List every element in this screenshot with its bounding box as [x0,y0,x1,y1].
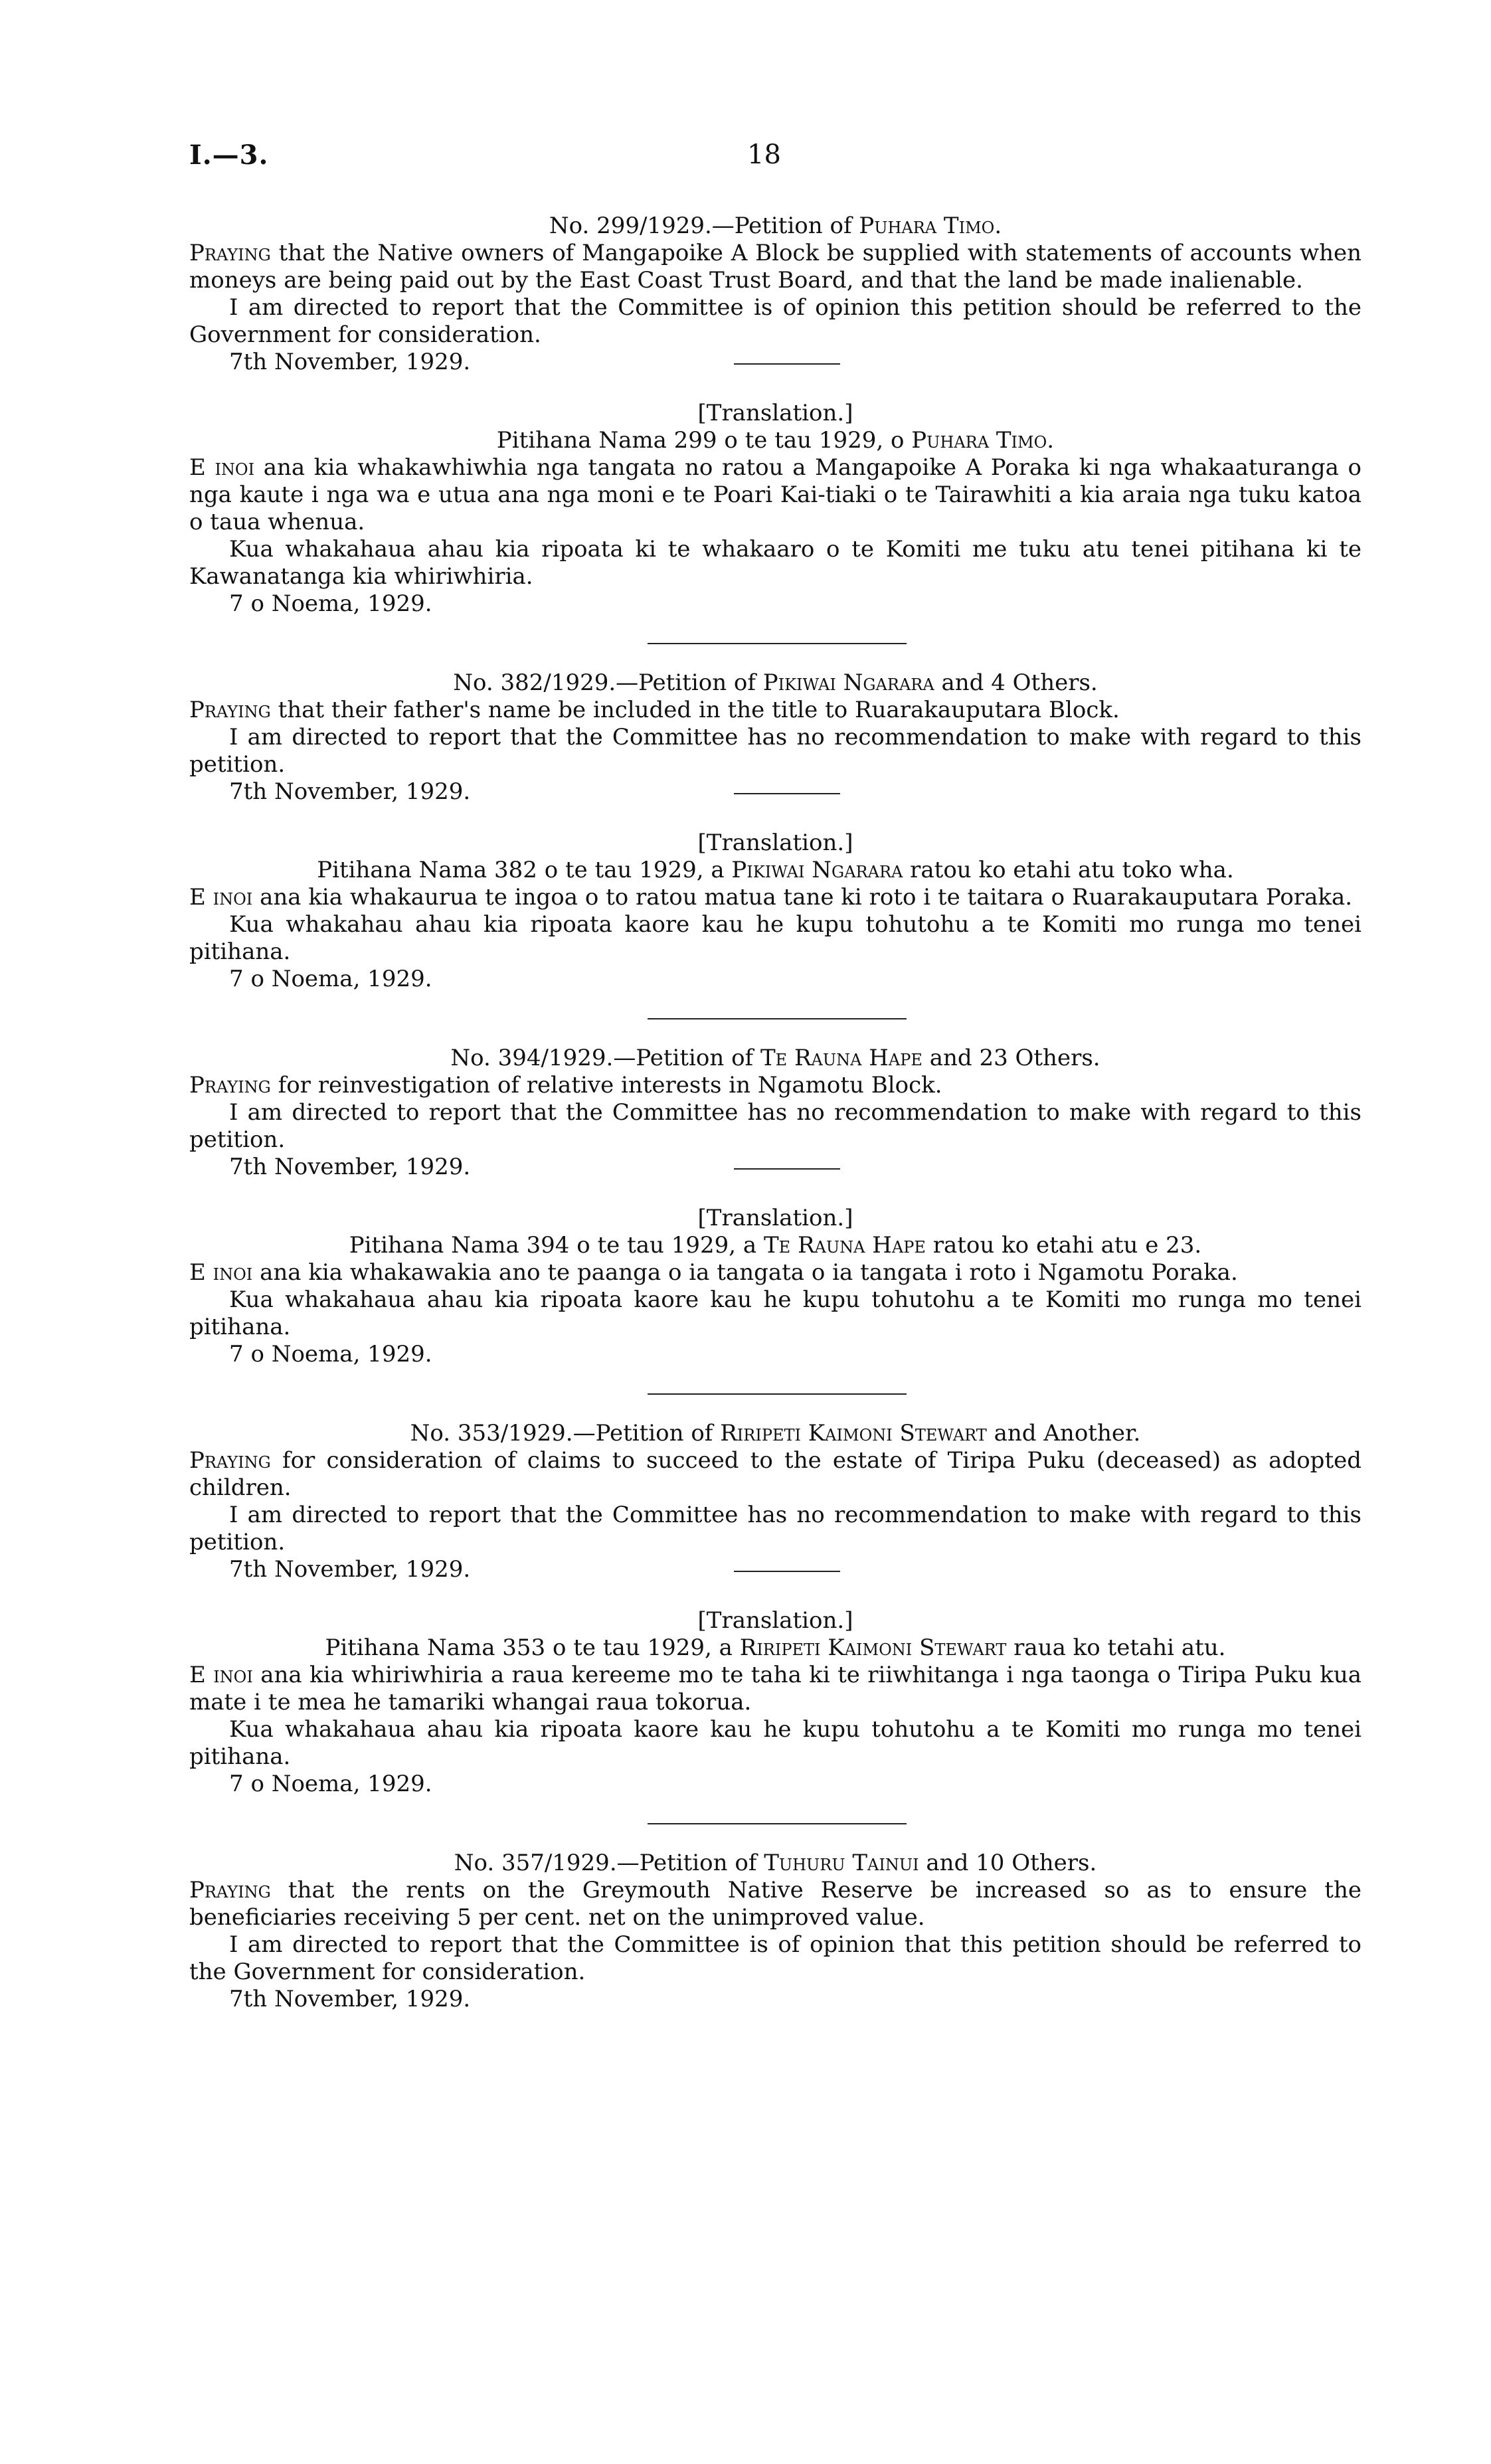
praying-text: for reinvestigation of relative interests in Ngamotu Block. [270,1072,942,1099]
praying-paragraph [189,240,1361,294]
trans-petitioner-names: Te Rauna Hape [763,1232,926,1259]
praying-text: for consideration of claims to succeed to the estate of Tiripa Puku (deceased) as adopted children. [189,1447,1361,1501]
inoi-lead: E inoi [189,884,253,911]
translation-heading [189,857,1361,884]
praying-text: that the rents on the Greymouth Native Reserve be increased so as to ensure the beneficiaries receiving 5 per cent. net on the unimproved value. [189,1877,1361,1931]
praying-paragraph [189,1877,1361,1931]
section-divider [648,1018,907,1019]
petition-heading [189,1420,1361,1447]
short-divider [734,793,840,794]
section-divider [648,1823,907,1824]
heading-suffix: and 23 Others. [922,1045,1100,1071]
translation-heading [189,1634,1361,1662]
praying-text: that their father's name be included in the title to Ruarakauputara Block. [270,697,1120,723]
heading-prefix: No. 394/1929.—Petition of [450,1045,760,1071]
report-date: 7th November, 1929. [229,1154,471,1180]
heading-suffix: and Another. [986,1420,1141,1447]
petitioner-names: Puhara Timo [859,213,995,239]
heading-suffix: and 10 Others. [919,1850,1097,1876]
report-date: 7th November, 1929. [229,1986,471,2012]
petitioner-names: Pikiwai Ngarara [762,669,934,696]
petition-382 [189,669,1361,1045]
petition-heading [189,1850,1361,1877]
committee-report: I am directed to report that the Committee has no recommendation to make with regard to this petition. [189,1099,1361,1153]
short-divider [734,363,840,365]
date-line [189,1986,1361,2013]
petition-heading [189,669,1361,697]
praying-lead: Praying [189,697,271,723]
page-header [189,139,1361,179]
heading-prefix: No. 353/1929.—Petition of [410,1420,721,1447]
date-line [189,1154,1361,1181]
petition-heading [189,1045,1361,1072]
trans-petitioner-names: Pikiwai Ngarara [731,857,903,883]
translated-date: 7 o Noema, 1929. [229,1771,432,1797]
heading-suffix: and 4 Others. [934,669,1098,696]
heading-prefix: No. 357/1929.—Petition of [454,1850,764,1876]
translation-label: [Translation.] [697,400,853,426]
report-date: 7th November, 1929. [229,778,471,805]
praying-text: that the Native owners of Mangapoike A Block be supplied with statements of accounts when moneys are being paid out by the East Coast Trust Board, and that the land be made inalienable. [189,240,1361,294]
translation-heading [189,1232,1361,1259]
trans-heading-suffix: raua ko tetahi atu. [1006,1634,1226,1661]
short-divider [734,1571,840,1572]
petition-heading [189,213,1361,240]
trans-heading-suffix: ratou ko etahi atu toko wha. [903,857,1234,883]
date-line [189,349,1361,376]
short-divider [734,1168,840,1170]
committee-report: I am directed to report that the Committee has no recommendation to make with regard to this petition. [189,1502,1361,1555]
petition-394 [189,1045,1361,1420]
date-line [189,1556,1361,1583]
translated-report: Kua whakahaua ahau kia ripoata kaore kau he kupu tohutohu a te Komiti mo runga mo tenei pitihana. [189,1716,1361,1770]
paper-reference: I.—3. [189,139,269,171]
trans-heading-prefix: Pitihana Nama 394 o te tau 1929, a [349,1232,764,1259]
praying-lead: Praying [189,1877,271,1903]
section-divider [648,1393,907,1395]
inoi-paragraph [189,454,1361,536]
translated-report: Kua whakahaua ahau kia ripoata ki te whakaaro o te Komiti me tuku atu tenei pitihana ki te Kawanatanga kia whiriwhiria. [189,536,1361,590]
date-line [189,778,1361,806]
trans-heading-prefix: Pitihana Nama 353 o te tau 1929, a [325,1634,740,1661]
trans-heading-suffix: ratou ko etahi atu e 23. [925,1232,1202,1259]
trans-heading-prefix: Pitihana Nama 299 o te tau 1929, o [496,427,912,454]
translation-label: [Translation.] [697,830,853,856]
inoi-lead: E inoi [189,454,255,481]
petitioner-names: Riripeti Kaimoni Stewart [720,1420,987,1447]
trans-petitioner-names: Puhara Timo [911,427,1047,454]
section-divider [648,643,907,644]
translated-report: Kua whakahaua ahau kia ripoata kaore kau he kupu tohutohu a te Komiti mo runga mo tenei pitihana. [189,1286,1361,1340]
inoi-paragraph [189,1259,1361,1286]
praying-paragraph [189,1072,1361,1099]
inoi-text: ana kia whakaurua te ingoa o to ratou matua tane ki roto i te taitara o Ruarakauputara Poraka. [252,884,1353,911]
translated-date: 7 o Noema, 1929. [229,966,432,992]
inoi-paragraph [189,1662,1361,1716]
inoi-paragraph [189,884,1361,911]
inoi-text: ana kia whakawakia ano te paanga o ia tangata o ia tangata i roto i Ngamotu Poraka. [252,1259,1238,1286]
translation-label: [Translation.] [697,1607,853,1634]
translated-date: 7 o Noema, 1929. [229,590,432,617]
translated-date: 7 o Noema, 1929. [229,1341,432,1367]
translated-report: Kua whakahau ahau kia ripoata kaore kau he kupu tohutohu a te Komiti mo runga mo tenei pitihana. [189,911,1361,965]
praying-paragraph [189,697,1361,724]
petitioner-names: Tuhuru Tainui [764,1850,919,1876]
praying-lead: Praying [189,1447,271,1474]
trans-heading-prefix: Pitihana Nama 382 o te tau 1929, a [317,857,732,883]
committee-report: I am directed to report that the Committee has no recommendation to make with regard to this petition. [189,724,1361,778]
heading-prefix: No. 299/1929.—Petition of [549,213,859,239]
inoi-lead: E inoi [189,1662,253,1688]
praying-paragraph [189,1447,1361,1502]
heading-suffix: . [994,213,1002,239]
translation-label: [Translation.] [697,1205,853,1231]
report-date: 7th November, 1929. [229,1556,471,1583]
page-number: 18 [747,139,781,170]
inoi-text: ana kia whiriwhiria a raua kereeme mo te taha ki te riiwhitanga i nga taonga o Tiripa Puku kua mate i te mea he tamariki whangai raua tokorua. [189,1662,1361,1716]
trans-heading-suffix: . [1047,427,1055,454]
committee-report: I am directed to report that the Committee is of opinion that this petition should be referred to the Government for consideration. [189,1931,1361,1985]
praying-lead: Praying [189,240,271,266]
translation-heading [189,427,1361,454]
petition-353 [189,1420,1361,1850]
heading-prefix: No. 382/1929.—Petition of [453,669,763,696]
inoi-text: ana kia whakawhiwhia nga tangata no ratou a Mangapoike A Poraka ki nga whakaaturanga o nga kaute i nga wa e utua ana nga moni e te Poari Kai-tiaki o te Tairawhiti a kia araia nga tuku katoa o taua whenua. [189,454,1361,535]
page-content [189,213,1361,2013]
petition-357 [189,1850,1361,2013]
report-date: 7th November, 1929. [229,349,471,375]
trans-petitioner-names: Riripeti Kaimoni Stewart [739,1634,1007,1661]
committee-report: I am directed to report that the Committee is of opinion this petition should be referred to the Government for consideration. [189,294,1361,348]
inoi-lead: E inoi [189,1259,253,1286]
petitioner-names: Te Rauna Hape [760,1045,922,1071]
petition-299 [189,213,1361,669]
praying-lead: Praying [189,1072,271,1099]
